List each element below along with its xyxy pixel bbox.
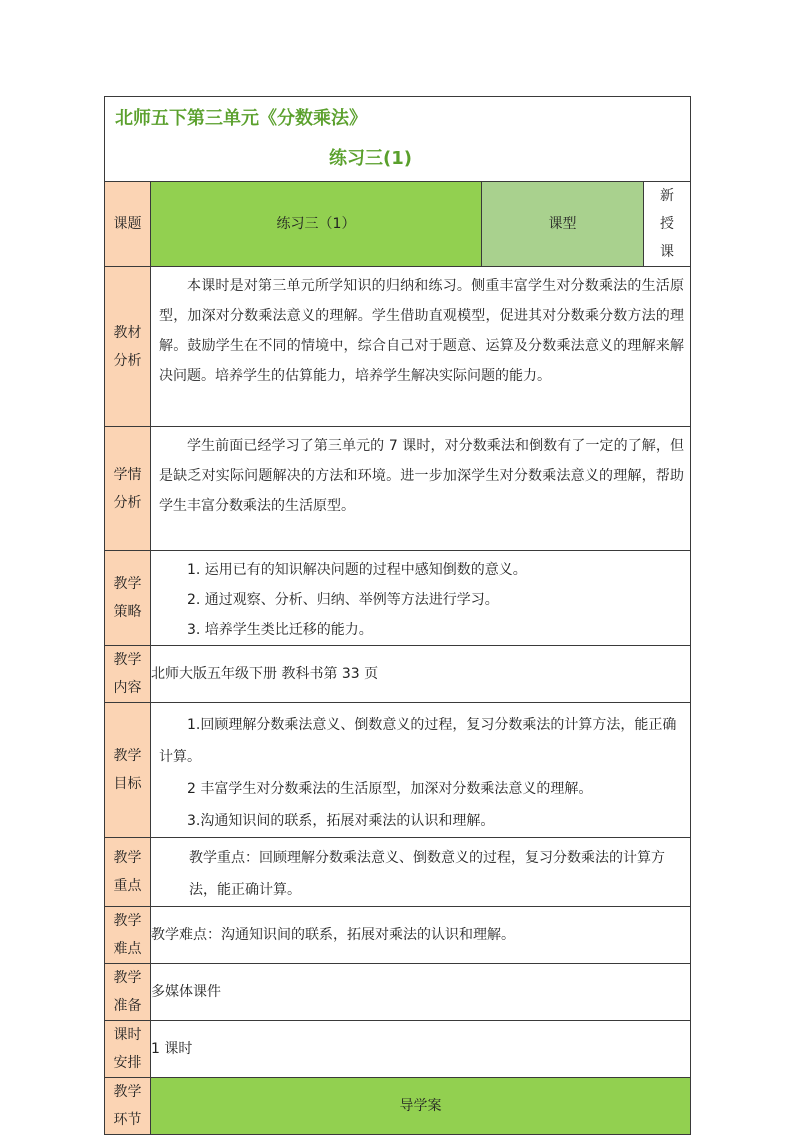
topic-label: 课题 [105, 182, 151, 267]
student-analysis-text: 学生前面已经学习了第三单元的 7 课时，对分数乘法和倒数有了一定的了解，但是缺乏对实际问题解决的方法和环境。进一步加深学生对分数乘法意义的理解，帮助学生丰富分数乘法的生活原型。 [151, 427, 691, 551]
goals-list [151, 703, 691, 838]
schedule-row [105, 1021, 691, 1078]
document-title: 北师五下第三单元《分数乘法》 [115, 108, 367, 129]
process-row [105, 1078, 691, 1135]
process-label: 教学环节 [105, 1078, 151, 1135]
goals-label: 教学目标 [105, 703, 151, 838]
lesson-subtitle: 练习三(1) [329, 148, 412, 169]
strategy-label: 教学策略 [105, 551, 151, 646]
strategy-item: 1. 运用已有的知识解决问题的过程中感知倒数的意义。 [187, 562, 527, 578]
schedule-label: 课时安排 [105, 1021, 151, 1078]
strategy-list [151, 551, 691, 646]
content-label: 教学内容 [105, 646, 151, 703]
key-points-text: 教学重点：回顾理解分数乘法意义、倒数意义的过程，复习分数乘法的计算方法，能正确计算。 [151, 838, 691, 907]
goal-item: 3.沟通知识间的联系，拓展对乘法的认识和理解。 [187, 813, 495, 829]
difficulties-text: 教学难点：沟通知识间的联系，拓展对乘法的认识和理解。 [151, 907, 691, 964]
goals-row [105, 703, 691, 838]
schedule-text: 1 课时 [151, 1021, 691, 1078]
lesson-type-label: 课型 [482, 182, 644, 267]
preparation-row [105, 964, 691, 1021]
key-points-row [105, 838, 691, 907]
preparation-label: 教学准备 [105, 964, 151, 1021]
strategy-row [105, 551, 691, 646]
difficulties-label: 教学难点 [105, 907, 151, 964]
lesson-type-value: 新授课 [644, 182, 691, 267]
content-row [105, 646, 691, 703]
title-cell [105, 97, 691, 182]
process-text: 导学案 [151, 1078, 691, 1135]
strategy-item: 3. 培养学生类比迁移的能力。 [187, 622, 373, 638]
difficulties-row [105, 907, 691, 964]
key-points-label: 教学重点 [105, 838, 151, 907]
material-analysis-text: 本课时是对第三单元所学知识的归纳和练习。侧重丰富学生对分数乘法的生活原型，加深对分数乘法意义的理解。学生借助直观模型，促进其对分数乘分数方法的理解。鼓励学生在不同的情境中，综合自己对于题意、运算及分数乘法意义的理解来解决问题。培养学生的估算能力，培养学生解决实际问题的能力。 [151, 267, 691, 427]
student-analysis-label: 学情分析 [105, 427, 151, 551]
title-row [105, 97, 691, 182]
content-text: 北师大版五年级下册 教科书第 33 页 [151, 646, 691, 703]
preparation-text: 多媒体课件 [151, 964, 691, 1021]
topic-row [105, 182, 691, 267]
student-analysis-row [105, 427, 691, 551]
lesson-plan-table [104, 96, 691, 1135]
goal-item: 1.回顾理解分数乘法意义、倒数意义的过程，复习分数乘法的计算方法，能正确计算。 [159, 717, 677, 765]
material-analysis-row [105, 267, 691, 427]
material-analysis-label: 教材分析 [105, 267, 151, 427]
strategy-item: 2. 通过观察、分析、归纳、举例等方法进行学习。 [187, 592, 499, 608]
topic-value: 练习三（1） [151, 182, 482, 267]
goal-item: 2 丰富学生对分数乘法的生活原型，加深对分数乘法意义的理解。 [187, 781, 593, 797]
